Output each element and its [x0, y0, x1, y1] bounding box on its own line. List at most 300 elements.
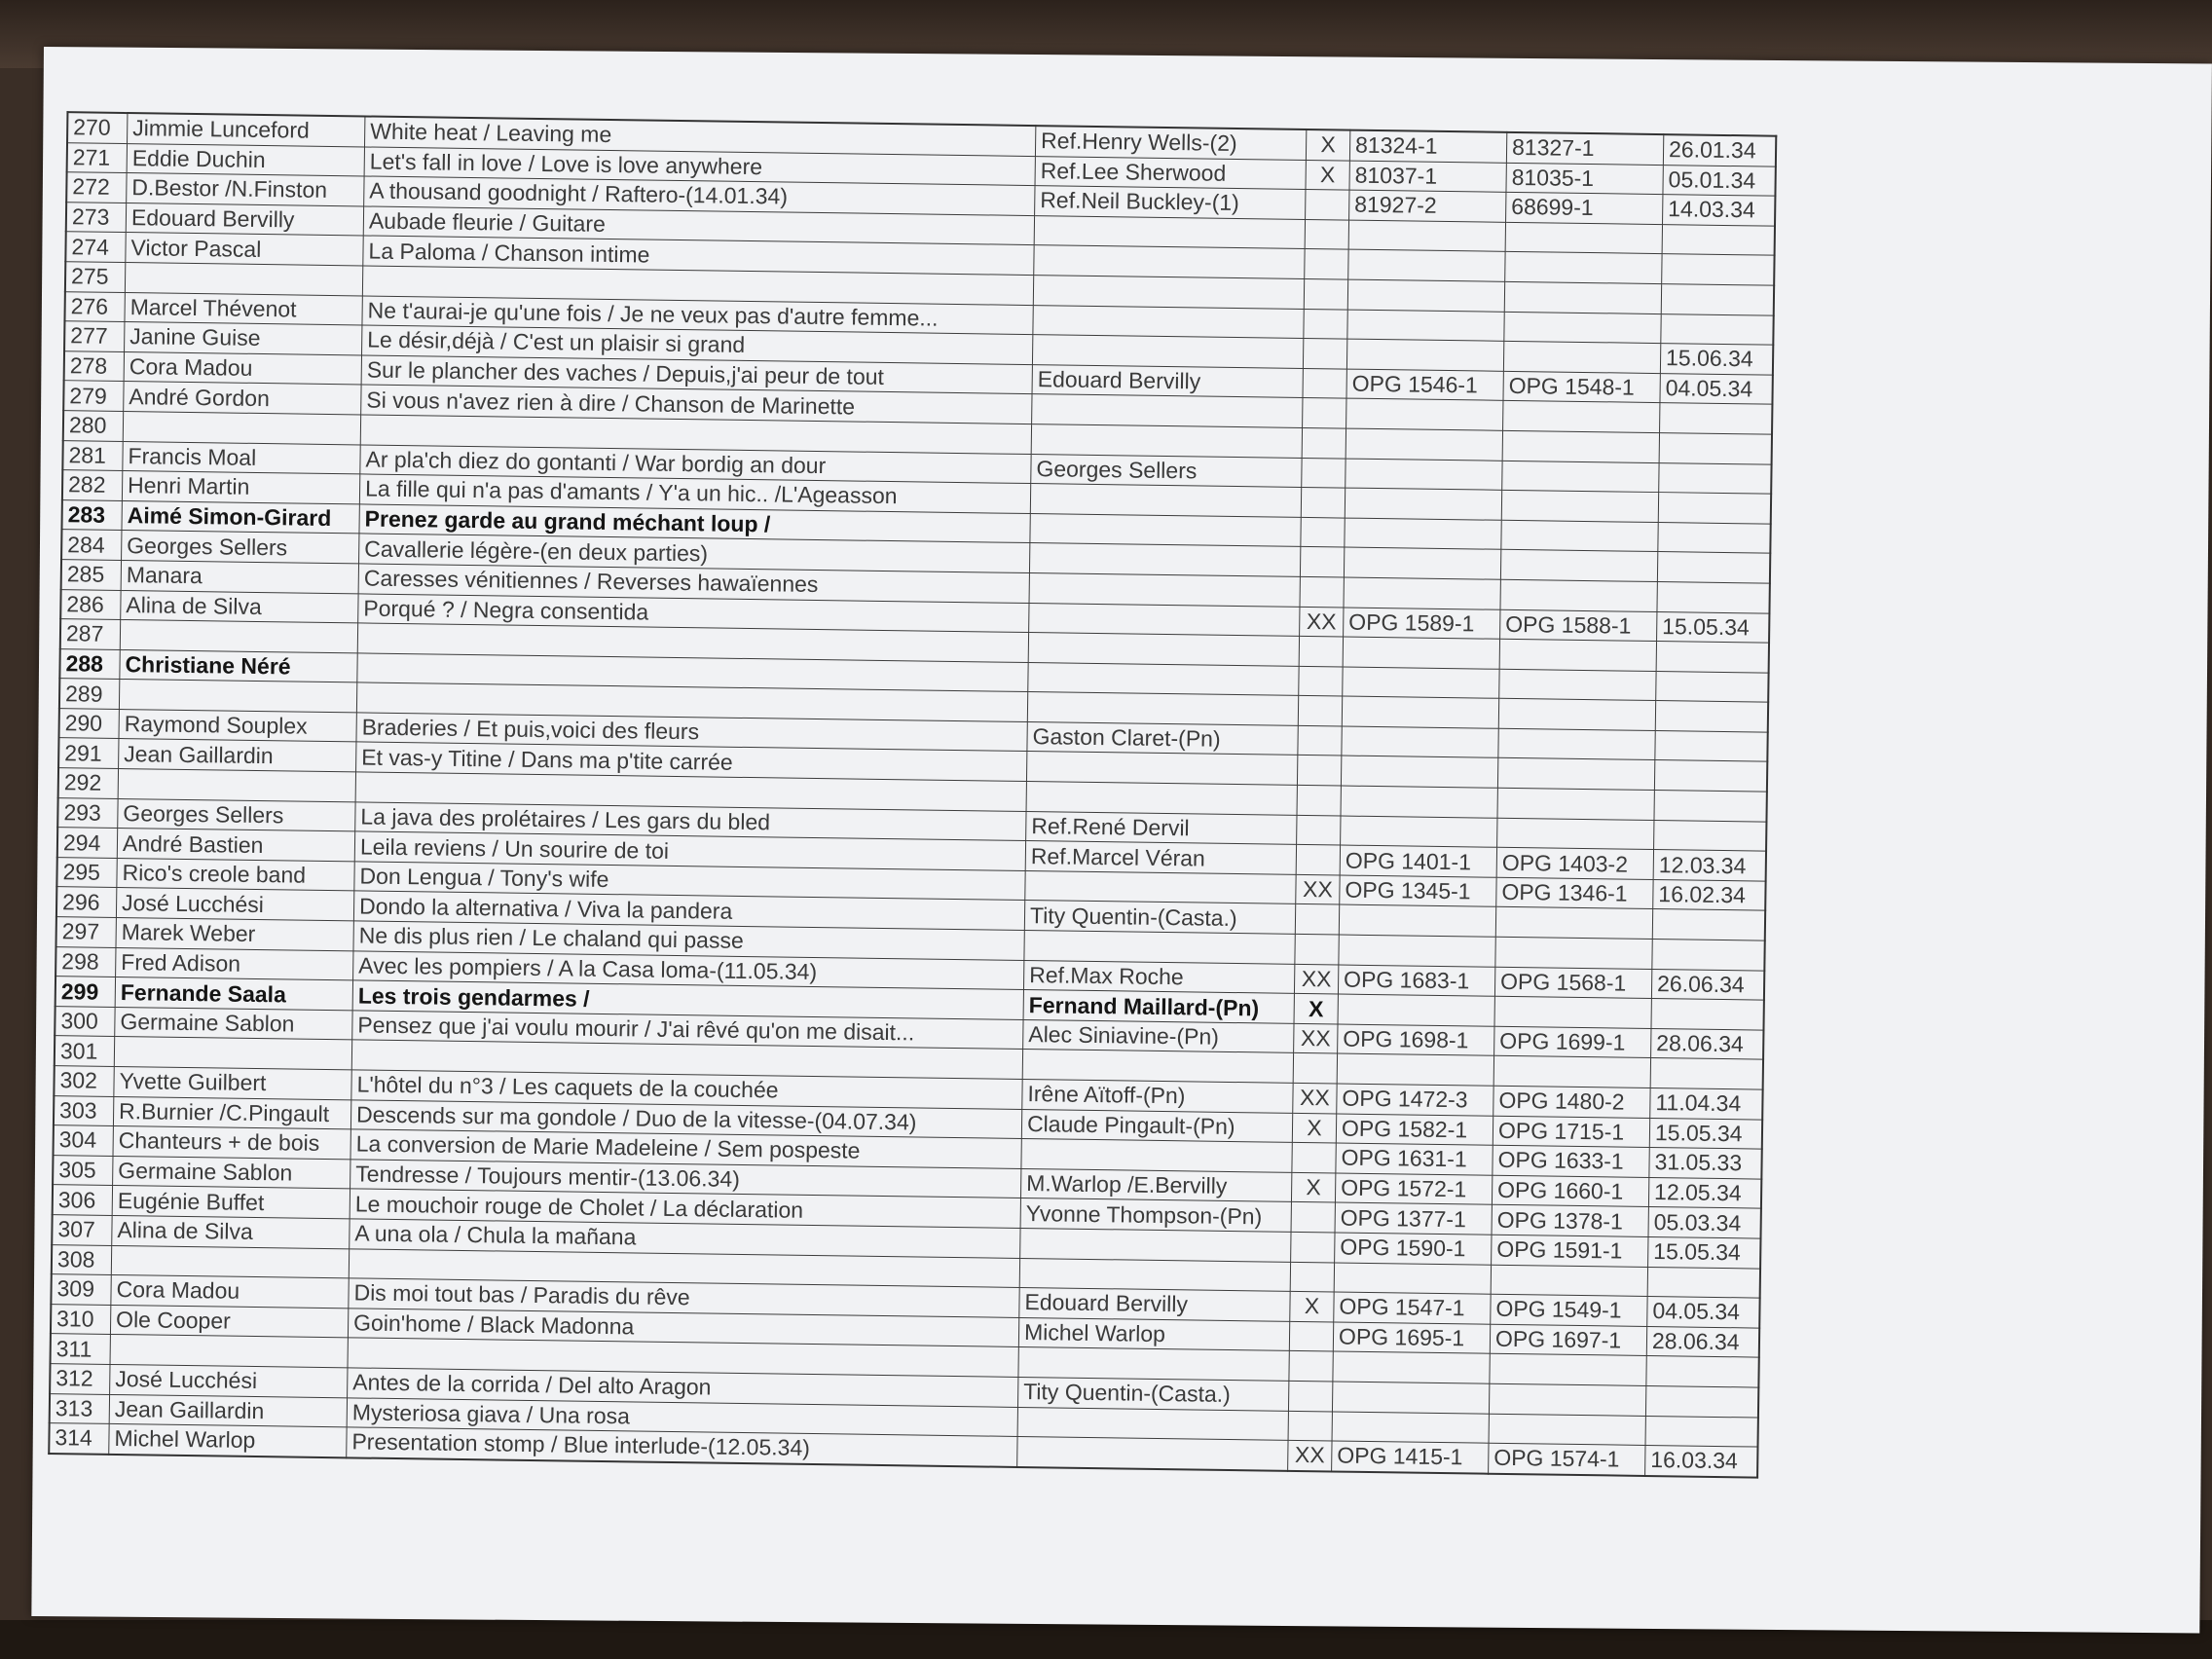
recording-date — [1657, 581, 1770, 612]
song-titles: L'hôtel du n°3 / Les caquets de la couchée — [351, 1070, 1022, 1109]
recording-date: 12.03.34 — [1653, 850, 1766, 881]
matrix-number-a — [1341, 756, 1497, 789]
artist-name: Janine Guise — [125, 322, 362, 355]
matrix-number-a: OPG 1631-1 — [1336, 1143, 1493, 1175]
recording-date — [1645, 1416, 1758, 1447]
recording-date — [1652, 909, 1765, 940]
accompaniment-ref — [1027, 692, 1298, 725]
mark-cell — [1296, 845, 1340, 875]
mark-cell — [1291, 1232, 1335, 1262]
matrix-number-b — [1502, 461, 1659, 493]
record-number: 280 — [63, 411, 124, 441]
matrix-number-a — [1341, 786, 1497, 818]
accompaniment-ref — [1017, 1407, 1288, 1440]
matrix-number-a — [1342, 726, 1498, 758]
accompaniment-ref: Tity Quentin-(Casta.) — [1024, 901, 1295, 934]
song-titles: Dis moi tout bas / Paradis du rêve — [349, 1278, 1019, 1317]
song-titles: Les trois gendarmes / — [352, 980, 1023, 1019]
song-titles: Ar pla'ch diez do gontanti / War bordig an dour — [360, 444, 1031, 483]
matrix-number-b: 68699-1 — [1506, 193, 1663, 225]
accompaniment-ref: Ref.Henry Wells-(2) — [1035, 126, 1306, 160]
artist-name — [111, 1245, 349, 1278]
accompaniment-ref — [1033, 276, 1304, 309]
matrix-number-a — [1348, 249, 1505, 281]
artist-name: Edouard Bervilly — [126, 203, 363, 236]
mark-cell — [1301, 517, 1345, 547]
recording-date: 31.05.33 — [1649, 1148, 1762, 1179]
song-titles: Don Lengua / Tony's wife — [354, 862, 1025, 901]
recording-date — [1655, 701, 1768, 732]
matrix-number-a — [1343, 667, 1499, 699]
song-titles: Le désir,déjà / C'est un plaisir si grand — [362, 325, 1033, 364]
song-titles: Presentation stomp / Blue interlude-(12.05.34) — [347, 1427, 1017, 1467]
matrix-number-a: 81037-1 — [1349, 161, 1506, 193]
song-titles: Goin'home / Black Madonna — [348, 1309, 1018, 1347]
song-titles: La java des prolétaires / Les gars du bled — [355, 802, 1026, 841]
mark-cell — [1288, 1411, 1332, 1441]
mark-cell: X — [1294, 994, 1338, 1024]
catalog-body — [49, 112, 1776, 1477]
mark-cell — [1297, 785, 1341, 815]
record-number: 299 — [55, 977, 116, 1007]
record-number: 290 — [58, 709, 119, 739]
recording-date: 05.03.34 — [1648, 1207, 1761, 1238]
record-number: 286 — [60, 589, 121, 619]
artist-name: Yvette Guilbert — [114, 1066, 351, 1099]
mark-cell — [1288, 1381, 1332, 1411]
artist-name: José Lucchési — [116, 888, 353, 921]
matrix-number-b — [1502, 430, 1659, 462]
record-number: 309 — [51, 1274, 111, 1305]
matrix-number-a: OPG 1589-1 — [1344, 608, 1500, 640]
accompaniment-ref — [1026, 752, 1297, 785]
record-number: 300 — [55, 1006, 115, 1036]
matrix-number-a: 81324-1 — [1349, 130, 1506, 163]
record-number: 294 — [57, 828, 118, 858]
recording-date: 15.05.34 — [1649, 1118, 1762, 1149]
matrix-number-b — [1501, 490, 1658, 522]
matrix-number-a — [1344, 577, 1500, 609]
recording-date: 26.01.34 — [1663, 134, 1776, 166]
matrix-number-a — [1342, 696, 1498, 728]
recording-date — [1658, 522, 1771, 553]
recording-date — [1654, 760, 1767, 792]
matrix-number-b — [1504, 312, 1661, 344]
song-titles: Dondo la alternativa / Viva la pandera — [353, 891, 1024, 930]
record-number: 285 — [61, 560, 122, 590]
mark-cell — [1304, 278, 1347, 309]
matrix-number-a: OPG 1698-1 — [1338, 1024, 1494, 1056]
song-titles: La fille qui n'a pas d'amants / Y'a un hic.. /L'Ageasson — [359, 474, 1030, 513]
matrix-number-b: OPG 1549-1 — [1491, 1294, 1647, 1326]
accompaniment-ref — [1031, 424, 1302, 457]
accompaniment-ref — [1019, 1258, 1290, 1291]
matrix-number-b — [1505, 252, 1662, 284]
mark-cell — [1291, 1202, 1335, 1233]
song-titles: Caresses vénitiennes / Reverses hawaïennes — [358, 564, 1029, 603]
matrix-number-a — [1332, 1411, 1489, 1443]
accompaniment-ref — [1025, 870, 1296, 903]
accompaniment-ref — [1029, 543, 1300, 576]
artist-name: Germaine Sablon — [113, 1156, 350, 1189]
song-titles: Sur le plancher des vaches / Depuis,j'ai peur de tout — [361, 355, 1032, 394]
artist-name: Rico's creole band — [117, 858, 354, 891]
artist-name: Cora Madou — [111, 1275, 349, 1309]
matrix-number-a — [1347, 279, 1504, 312]
matrix-number-b: OPG 1568-1 — [1494, 967, 1651, 999]
accompaniment-ref: Ref.Marcel Véran — [1025, 841, 1296, 874]
recording-date: 11.04.34 — [1650, 1088, 1763, 1119]
matrix-number-a — [1333, 1351, 1490, 1383]
record-number: 284 — [61, 530, 122, 560]
song-titles: Let's fall in love / Love is love anywhere — [364, 147, 1035, 186]
mark-cell — [1303, 368, 1346, 398]
artist-name: José Lucchési — [110, 1364, 348, 1397]
matrix-number-b — [1491, 1265, 1647, 1297]
matrix-number-b — [1495, 907, 1652, 940]
accompaniment-ref: Edouard Bervilly — [1032, 364, 1303, 397]
artist-name: Fernande Saala — [115, 977, 352, 1011]
record-number: 302 — [54, 1066, 114, 1096]
song-titles: Aubade fleurie / Guitare — [363, 206, 1034, 245]
recording-date — [1658, 493, 1771, 524]
accompaniment-ref: Georges Sellers — [1031, 454, 1302, 487]
recording-date: 05.01.34 — [1663, 165, 1776, 196]
matrix-number-a: OPG 1695-1 — [1333, 1322, 1490, 1354]
accompaniment-ref: Gaston Claret-(Pn) — [1027, 721, 1298, 755]
matrix-number-a — [1346, 339, 1503, 371]
matrix-number-a: OPG 1582-1 — [1336, 1114, 1493, 1146]
accompaniment-ref — [1028, 662, 1299, 695]
recording-date: 26.06.34 — [1651, 969, 1764, 1000]
mark-cell — [1297, 756, 1341, 786]
mark-cell — [1303, 398, 1346, 428]
artist-name: Ole Cooper — [110, 1305, 348, 1338]
recording-date — [1656, 642, 1769, 673]
song-titles: Ne t'aurai-je qu'une fois / Je ne veux pas d'autre femme... — [362, 296, 1033, 335]
accompaniment-ref — [1017, 1437, 1288, 1471]
song-titles: Avec les pompiers / A la Casa loma-(11.05.34) — [353, 951, 1024, 990]
artist-name: Raymond Souplex — [119, 709, 356, 742]
matrix-number-b: 81035-1 — [1506, 163, 1663, 195]
record-number: 305 — [53, 1155, 113, 1185]
accompaniment-ref — [1029, 603, 1300, 636]
matrix-number-a — [1345, 488, 1501, 520]
matrix-number-b — [1493, 1056, 1650, 1088]
matrix-number-a: OPG 1377-1 — [1335, 1202, 1492, 1235]
record-number: 277 — [64, 321, 125, 351]
artist-name: Jean Gaillardin — [119, 739, 356, 772]
mark-cell — [1302, 427, 1346, 458]
record-number: 273 — [66, 202, 127, 232]
mark-cell — [1289, 1351, 1333, 1382]
matrix-number-a: OPG 1683-1 — [1338, 965, 1494, 997]
artist-name — [110, 1335, 348, 1368]
accompaniment-ref: Claude Pingault-(Pn) — [1021, 1109, 1292, 1142]
recording-date: 04.05.34 — [1647, 1297, 1760, 1328]
song-titles: A una ola / Chula la mañana — [350, 1219, 1020, 1258]
artist-name: Fred Adison — [116, 947, 353, 980]
matrix-number-b: OPG 1699-1 — [1494, 1026, 1651, 1058]
mark-cell — [1305, 219, 1348, 249]
mark-cell — [1304, 309, 1347, 339]
artist-name — [120, 620, 357, 653]
recording-date: 15.05.34 — [1657, 611, 1770, 643]
mark-cell — [1299, 637, 1343, 667]
mark-cell — [1295, 904, 1339, 935]
accompaniment-ref: Alec Siniavine-(Pn) — [1023, 1019, 1294, 1052]
mark-cell: XX — [1294, 964, 1338, 994]
matrix-number-b — [1495, 937, 1652, 969]
mark-cell: X — [1291, 1172, 1335, 1202]
matrix-number-b — [1489, 1383, 1645, 1416]
record-number: 291 — [58, 738, 119, 768]
artist-name: Michel Warlop — [109, 1424, 347, 1457]
record-number: 287 — [60, 619, 121, 649]
matrix-number-b — [1489, 1414, 1645, 1446]
mark-cell — [1292, 1143, 1336, 1173]
recording-date: 16.02.34 — [1653, 879, 1766, 910]
matrix-number-b: OPG 1588-1 — [1500, 609, 1657, 642]
matrix-number-a: OPG 1345-1 — [1340, 875, 1496, 907]
matrix-number-a: OPG 1472-3 — [1337, 1084, 1493, 1116]
matrix-number-a — [1341, 816, 1497, 848]
recording-date — [1647, 1267, 1760, 1298]
song-titles: Braderies / Et puis,voici des fleurs — [356, 713, 1027, 752]
matrix-number-b: OPG 1697-1 — [1490, 1324, 1646, 1356]
mark-cell — [1300, 547, 1344, 577]
matrix-number-b — [1501, 520, 1658, 552]
accompaniment-ref: Michel Warlop — [1018, 1317, 1289, 1350]
song-titles: A thousand goodnight / Raftero-(14.01.34) — [364, 176, 1035, 215]
record-number: 281 — [62, 440, 123, 470]
matrix-number-a — [1337, 1053, 1493, 1086]
accompaniment-ref — [1028, 633, 1299, 666]
matrix-number-a — [1344, 547, 1500, 579]
matrix-number-a: OPG 1546-1 — [1346, 369, 1503, 401]
matrix-number-a: OPG 1572-1 — [1335, 1173, 1492, 1205]
accompaniment-ref: Ref.Max Roche — [1023, 960, 1294, 993]
recording-date — [1657, 552, 1770, 583]
record-number: 283 — [61, 499, 122, 530]
accompaniment-ref — [1026, 782, 1297, 815]
accompaniment-ref: Ref.Lee Sherwood — [1035, 156, 1306, 189]
artist-name: Chanteurs + de bois — [113, 1126, 350, 1160]
artist-name: Victor Pascal — [126, 233, 363, 266]
catalog-sheet — [48, 111, 1777, 1478]
recording-date: 28.06.34 — [1646, 1326, 1759, 1357]
artist-name — [118, 769, 355, 802]
matrix-number-b: OPG 1548-1 — [1503, 371, 1660, 403]
matrix-number-a: OPG 1590-1 — [1335, 1233, 1492, 1265]
artist-name: Francis Moal — [123, 441, 360, 474]
record-number: 310 — [51, 1304, 111, 1334]
mark-cell — [1293, 1053, 1337, 1084]
recording-date — [1661, 284, 1774, 315]
recording-date — [1662, 254, 1775, 285]
matrix-number-a — [1347, 310, 1504, 342]
matrix-number-a: OPG 1415-1 — [1332, 1441, 1489, 1473]
matrix-number-b — [1499, 639, 1656, 671]
matrix-number-a — [1339, 904, 1495, 937]
song-titles: Antes de la corrida / Del alto Aragon — [348, 1368, 1018, 1407]
accompaniment-ref: Ref.Neil Buckley-(1) — [1035, 186, 1306, 219]
matrix-number-b — [1497, 788, 1654, 820]
recording-date — [1652, 940, 1765, 971]
artist-name — [119, 680, 356, 713]
artist-name: Cora Madou — [124, 351, 361, 385]
matrix-number-a: OPG 1547-1 — [1334, 1292, 1491, 1324]
artist-name: Alina de Silva — [121, 590, 358, 623]
recording-date: 12.05.34 — [1648, 1177, 1761, 1208]
recording-date — [1654, 820, 1767, 851]
matrix-number-b — [1498, 728, 1655, 760]
artist-name: André Gordon — [124, 382, 361, 415]
record-number: 311 — [51, 1334, 111, 1364]
artist-name: D.Bestor /N.Finston — [127, 173, 364, 206]
artist-name — [114, 1037, 351, 1070]
record-number: 278 — [64, 350, 125, 381]
record-number: 304 — [54, 1125, 114, 1156]
mark-cell — [1295, 934, 1339, 964]
matrix-number-a — [1338, 994, 1494, 1026]
accompaniment-ref — [1022, 1050, 1293, 1083]
record-number: 272 — [66, 172, 127, 203]
recording-date — [1650, 1058, 1763, 1089]
artist-name: Manara — [121, 560, 358, 593]
record-catalog-table — [48, 111, 1777, 1478]
song-titles: Porqué ? / Negra consentida — [358, 593, 1029, 632]
artist-name — [125, 263, 362, 296]
song-titles: Leila reviens / Un sourire de toi — [354, 831, 1025, 870]
mark-cell: X — [1292, 1113, 1336, 1143]
accompaniment-ref — [1021, 1139, 1292, 1172]
recording-date — [1654, 791, 1767, 822]
matrix-number-b — [1503, 341, 1660, 373]
recording-date: 15.05.34 — [1648, 1236, 1761, 1268]
accompaniment-ref: Ref.René Dervil — [1026, 811, 1297, 844]
accompaniment-ref — [1020, 1228, 1291, 1261]
recording-date — [1659, 432, 1772, 463]
recording-date — [1646, 1356, 1759, 1387]
mark-cell: XX — [1300, 607, 1344, 637]
matrix-number-b — [1500, 579, 1657, 611]
artist-name: Eugénie Buffet — [112, 1186, 350, 1219]
recording-date: 16.03.34 — [1645, 1446, 1758, 1478]
matrix-number-b: OPG 1715-1 — [1493, 1116, 1649, 1148]
accompaniment-ref — [1024, 931, 1295, 964]
mark-cell — [1298, 725, 1342, 756]
matrix-number-b: OPG 1591-1 — [1492, 1235, 1648, 1267]
artist-name: Henri Martin — [122, 471, 359, 504]
matrix-number-a — [1334, 1263, 1491, 1295]
song-titles: Et vas-y Titine / Dans ma p'tite carrée — [356, 742, 1027, 781]
song-titles: La conversion de Marie Madeleine / Sem pospeste — [350, 1129, 1021, 1168]
mark-cell: XX — [1288, 1440, 1332, 1471]
matrix-number-a — [1346, 459, 1502, 491]
record-number: 306 — [53, 1185, 113, 1215]
matrix-number-b — [1503, 401, 1660, 433]
record-number: 292 — [58, 768, 119, 798]
record-number: 274 — [65, 232, 126, 262]
matrix-number-a — [1348, 220, 1505, 252]
recording-date — [1651, 999, 1764, 1030]
matrix-number-b — [1499, 669, 1656, 701]
mark-cell — [1290, 1262, 1334, 1292]
accompaniment-ref: Irêne Aïtoff-(Pn) — [1022, 1079, 1293, 1112]
matrix-number-b — [1498, 699, 1655, 731]
artist-name: Christiane Néré — [120, 649, 357, 682]
artist-name: Jean Gaillardin — [109, 1394, 347, 1427]
matrix-number-a — [1332, 1382, 1489, 1414]
mark-cell — [1305, 249, 1348, 279]
artist-name: R.Burnier /C.Pingault — [113, 1096, 350, 1129]
mark-cell: X — [1290, 1292, 1334, 1322]
song-titles: Descends sur ma gondole / Duo de la vitesse-(04.07.34) — [350, 1099, 1021, 1138]
record-number: 301 — [55, 1036, 115, 1066]
record-number: 289 — [59, 679, 120, 709]
accompaniment-ref — [1034, 215, 1305, 248]
mark-cell: XX — [1296, 874, 1340, 904]
matrix-number-b: OPG 1403-2 — [1496, 848, 1653, 880]
artist-name: Alina de Silva — [112, 1215, 350, 1248]
artist-name: Eddie Duchin — [127, 143, 364, 176]
artist-name: Georges Sellers — [122, 531, 359, 564]
mark-cell: XX — [1294, 1023, 1338, 1053]
song-titles: Cavallerie légère-(en deux parties) — [359, 534, 1030, 572]
paper-sheet — [31, 47, 2212, 1633]
record-number: 276 — [64, 291, 125, 321]
record-number: 313 — [50, 1393, 110, 1423]
matrix-number-b: 81327-1 — [1506, 132, 1663, 165]
recording-date: 14.03.34 — [1663, 195, 1776, 226]
record-number: 297 — [55, 917, 116, 947]
song-titles: Si vous n'avez rien à dire / Chanson de Marinette — [361, 385, 1032, 424]
matrix-number-a: OPG 1401-1 — [1340, 845, 1496, 877]
record-number: 279 — [63, 381, 124, 411]
record-number: 298 — [55, 946, 116, 977]
record-number: 275 — [65, 262, 126, 292]
recording-date: 04.05.34 — [1660, 373, 1773, 404]
matrix-number-b: OPG 1378-1 — [1492, 1205, 1648, 1237]
artist-name — [123, 411, 360, 444]
matrix-number-a — [1339, 935, 1495, 967]
accompaniment-ref — [1030, 513, 1301, 546]
song-titles: Prenez garde au grand méchant loup / — [359, 504, 1030, 543]
accompaniment-ref — [1034, 245, 1305, 278]
matrix-number-a — [1346, 398, 1503, 430]
recording-date — [1659, 462, 1772, 494]
accompaniment-ref — [1032, 394, 1303, 427]
artist-name: André Bastien — [117, 829, 354, 862]
artist-name: Marek Weber — [116, 918, 353, 951]
record-number: 296 — [56, 887, 117, 917]
mark-cell — [1298, 696, 1342, 726]
accompaniment-ref — [1032, 335, 1303, 368]
recording-date — [1656, 671, 1769, 702]
record-number: 293 — [57, 797, 118, 828]
matrix-number-b: OPG 1480-2 — [1493, 1086, 1650, 1118]
mark-cell — [1306, 190, 1349, 220]
matrix-number-b — [1504, 281, 1661, 313]
mark-cell — [1303, 339, 1346, 369]
accompaniment-ref — [1030, 484, 1301, 517]
mark-cell — [1299, 666, 1343, 696]
record-number: 288 — [59, 648, 120, 679]
accompaniment-ref: Fernand Maillard-(Pn) — [1023, 990, 1294, 1023]
record-number: 308 — [52, 1244, 112, 1274]
matrix-number-b — [1497, 758, 1654, 791]
